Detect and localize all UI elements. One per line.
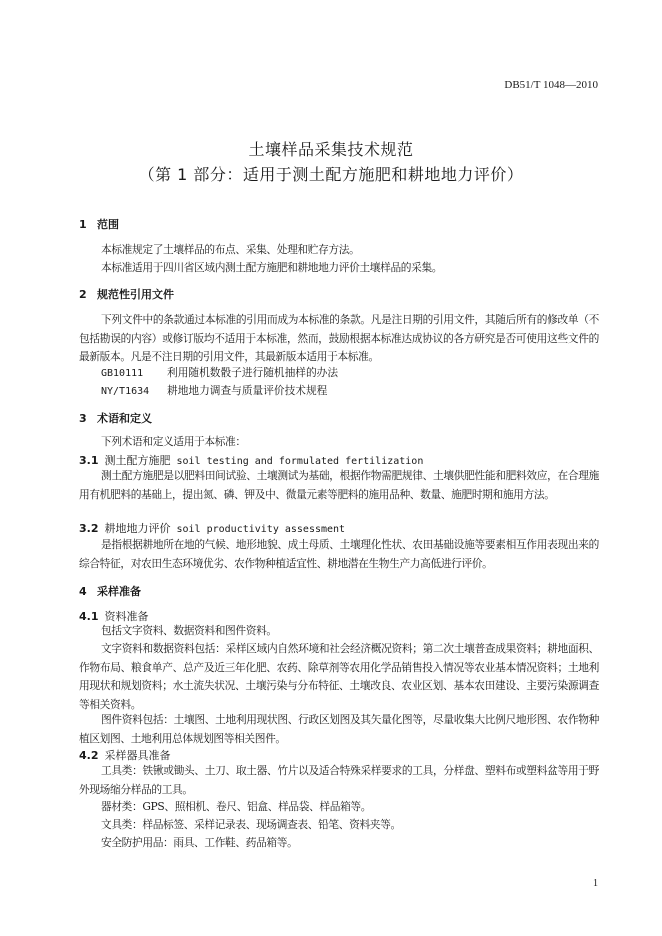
section-title: 采样准备	[97, 585, 141, 598]
section-title: 术语和定义	[97, 412, 152, 425]
subsection-4-1-paragraph-3: 图件资料包括：土壤图、土地利用现状图、行政区划图及其矢量化图等，尽量收集大比例尺地形图、农作物种植区划图、土地利用总体规划图等相关图件。	[79, 713, 599, 745]
section-1-paragraph-1: 本标准规定了土壤样品的布点、采集、处理和贮存方法。	[101, 243, 360, 256]
section-number: 1	[79, 218, 87, 231]
reference-title: 利用随机数骰子进行随机抽样的办法	[167, 366, 339, 379]
term-chinese: 耕地地力评价	[104, 522, 171, 535]
subsection-4-1-paragraph-1: 包括文字资料、数据资料和图件资料。	[101, 624, 277, 637]
term-number: 3.1	[79, 454, 99, 467]
term-number: 3.2	[79, 522, 99, 535]
term-chinese: 测土配方施肥	[104, 454, 171, 467]
term-english: soil productivity assessment	[176, 524, 346, 535]
section-number: 2	[79, 288, 87, 301]
section-3-heading	[79, 412, 152, 426]
subsection-4-2-paragraph-2: 器材类：GPS、照相机、卷尺、铝盒、样品袋、样品箱等。	[101, 800, 372, 813]
reference-code: GB10111	[101, 368, 144, 379]
subsection-4-2-paragraph-3: 文具类：样品标签、采样记录表、现场调查表、铅笔、资料夹等。	[101, 818, 401, 831]
section-title: 规范性引用文件	[97, 288, 174, 301]
reference-code: NY/T1634	[101, 386, 150, 397]
section-title: 范围	[97, 218, 119, 231]
subsection-4-2-heading	[79, 749, 171, 763]
document-title: 土壤样品采集技术规范	[248, 140, 414, 159]
subsection-number: 4.2	[79, 749, 99, 762]
document-subtitle: （第 1 部分：适用于测土配方施肥和耕地地力评价）	[138, 165, 524, 184]
subsection-4-1-paragraph-2: 文字资料和数据资料包括：采样区域内自然环境和社会经济概况资料；第二次土壤普查成果资料；耕地面积、作物布局、粮食单产、总产及近三年化肥、农药、除草剂等农用化学品销售投入情况等农业基本情况资料；土地利用现状和规划资料；水土流失状况、土壤污染与分布特征、土壤改良、农业区划、基本农田建设、主要污染源调查等相关资料。	[79, 642, 599, 711]
page-number: 1	[593, 878, 598, 889]
section-number: 4	[79, 585, 87, 598]
term-3-2-definition: 是指根据耕地所在地的气候、地形地貌、成土母质、土壤理化性状、农田基础设施等要素相互作用表现出来的综合特征，对农田生态环境优劣、农作物种植适宜性、耕地潜在生物生产力高低进行评价。	[79, 538, 599, 570]
subsection-title: 资料准备	[104, 610, 149, 623]
term-3-2-heading	[79, 522, 345, 537]
section-4-heading	[79, 585, 141, 599]
section-1-heading	[79, 218, 119, 232]
reference-item	[101, 384, 327, 399]
section-2-heading	[79, 288, 174, 302]
section-3-intro: 下列术语和定义适用于本标准：	[101, 435, 246, 448]
subsection-title: 采样器具准备	[104, 749, 171, 762]
reference-item	[101, 366, 338, 381]
section-number: 3	[79, 412, 87, 425]
subsection-number: 4.1	[79, 610, 99, 623]
term-3-1-definition: 测土配方施肥是以肥料田间试验、土壤测试为基础，根据作物需肥规律、土壤供肥性能和肥料效应，在合理施用有机肥料的基础上，提出氮、磷、钾及中、微量元素等肥料的施用品种、数量、施肥时期和施用方法。	[79, 469, 599, 501]
subsection-4-2-paragraph-4: 安全防护用品：雨具、工作鞋、药品箱等。	[101, 836, 298, 849]
term-english: soil testing and formulated fertilization	[176, 456, 424, 467]
reference-title: 耕地地力调查与质量评价技术规程	[167, 384, 328, 397]
standard-number: DB51/T 1048—2010	[504, 79, 598, 91]
subsection-4-2-paragraph-1: 工具类：铁锹或锄头、土刀、取土器、竹片以及适合特殊采样要求的工具，分样盘、塑料布或塑料盆等用于野外现场缩分样品的工具。	[79, 764, 599, 796]
section-2-paragraph: 下列文件中的条款通过本标准的引用而成为本标准的条款。凡是注日期的引用文件，其随后所有的修改单（不包括勘误的内容）或修订版均不适用于本标准，然而，鼓励根据本标准达成协议的各方研究是否可使用这些文件的最新版本。凡是不注日期的引用文件，其最新版本适用于本标准。	[79, 313, 599, 363]
section-1-paragraph-2: 本标准适用于四川省区域内测土配方施肥和耕地地力评价土壤样品的采集。	[101, 261, 443, 274]
